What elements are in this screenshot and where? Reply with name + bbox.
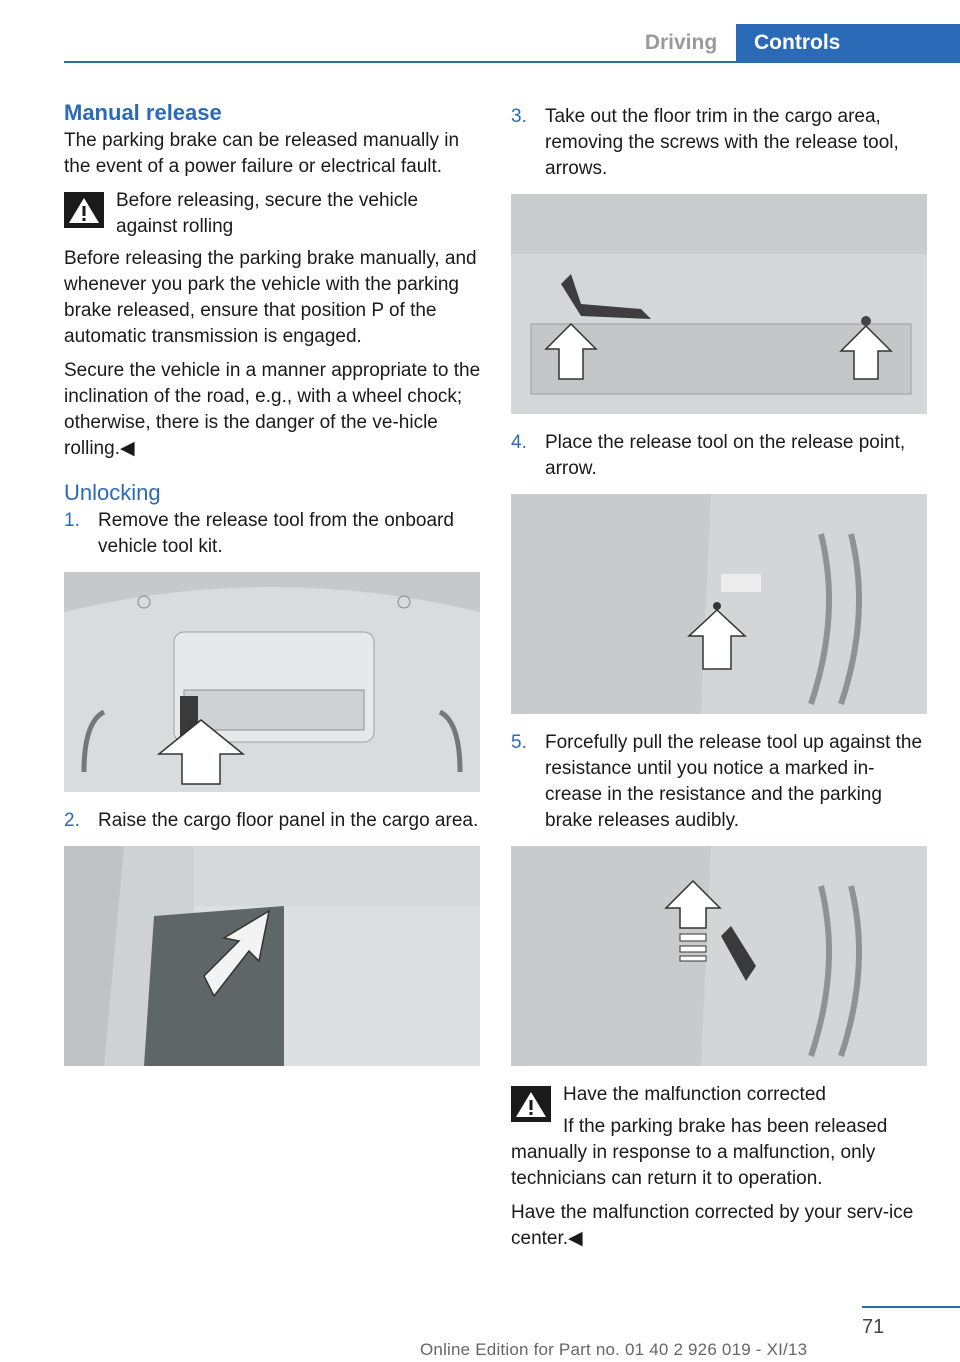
warning-icon	[511, 1086, 551, 1122]
step-3-number: 3.	[511, 106, 527, 127]
step-5-text: Forcefully pull the release tool up against the resistance until you notice a marked in‐crease in the resistance and the parking brake releases audibly.	[545, 732, 923, 831]
malfunction-warning-title: Have the malfunction corrected	[563, 1084, 826, 1105]
right-column	[511, 104, 929, 1260]
left-column	[64, 100, 482, 1082]
rolling-warning-p2: Secure the vehicle in a manner appropriate to the inclination of the road, e.g., with a wheel chock; otherwise, there is the danger of the ve‐hicle rolling.◀	[64, 360, 481, 459]
rolling-warning-p1: Before releasing the parking brake manually, and whenever you park the vehicle with the parking brake released, ensure that position P of the automatic transmission is engaged.	[64, 248, 477, 347]
step-4-number: 4.	[511, 432, 527, 453]
step-3	[511, 104, 929, 182]
release-point-image	[511, 494, 927, 714]
step-5	[511, 730, 929, 834]
header-rule	[64, 61, 960, 63]
tab-driving[interactable]: Driving	[644, 31, 718, 54]
step-3-text: Take out the floor trim in the cargo area, removing the screws with the release tool, arrows.	[545, 106, 899, 179]
step-1	[64, 508, 482, 560]
pull-release-tool-image	[511, 846, 927, 1066]
step-2-number: 2.	[64, 810, 80, 831]
manual-release-title: Manual release	[64, 100, 222, 125]
floor-trim-screws-image	[511, 194, 927, 414]
step-1-text: Remove the release tool from the onboard vehicle tool kit.	[98, 510, 454, 557]
step-2-text: Raise the cargo floor panel in the cargo area.	[98, 810, 479, 831]
footer-rule	[862, 1306, 960, 1308]
warning-icon	[64, 192, 104, 228]
unlocking-title: Unlocking	[64, 480, 161, 505]
page-number: 71	[862, 1316, 885, 1338]
malfunction-warning	[511, 1082, 929, 1108]
malfunction-warning-p2: Have the malfunction corrected by your serv‐ice center.◀	[511, 1202, 914, 1249]
cargo-floor-panel-image	[64, 846, 480, 1066]
tab-controls[interactable]: Controls	[736, 24, 960, 62]
step-4	[511, 430, 929, 482]
step-4-text: Place the release tool on the release point, arrow.	[545, 432, 906, 479]
step-5-number: 5.	[511, 732, 527, 753]
manual-release-intro: The parking brake can be released manually in the event of a power failure or electrical fault.	[64, 130, 460, 177]
edition-footer: Online Edition for Part no. 01 40 2 926 019 - XI/13	[420, 1340, 808, 1359]
malfunction-warning-p1: If the parking brake has been released manually in response to a malfunction, only technicians can return it to operation.	[511, 1116, 888, 1189]
step-1-number: 1.	[64, 510, 80, 531]
rolling-warning-title: Before releasing, secure the vehicle against rolling	[116, 190, 419, 237]
rolling-warning	[64, 188, 482, 240]
page-header	[0, 24, 960, 64]
trunk-lid-tool-kit-image	[64, 572, 480, 792]
step-2	[64, 808, 482, 834]
